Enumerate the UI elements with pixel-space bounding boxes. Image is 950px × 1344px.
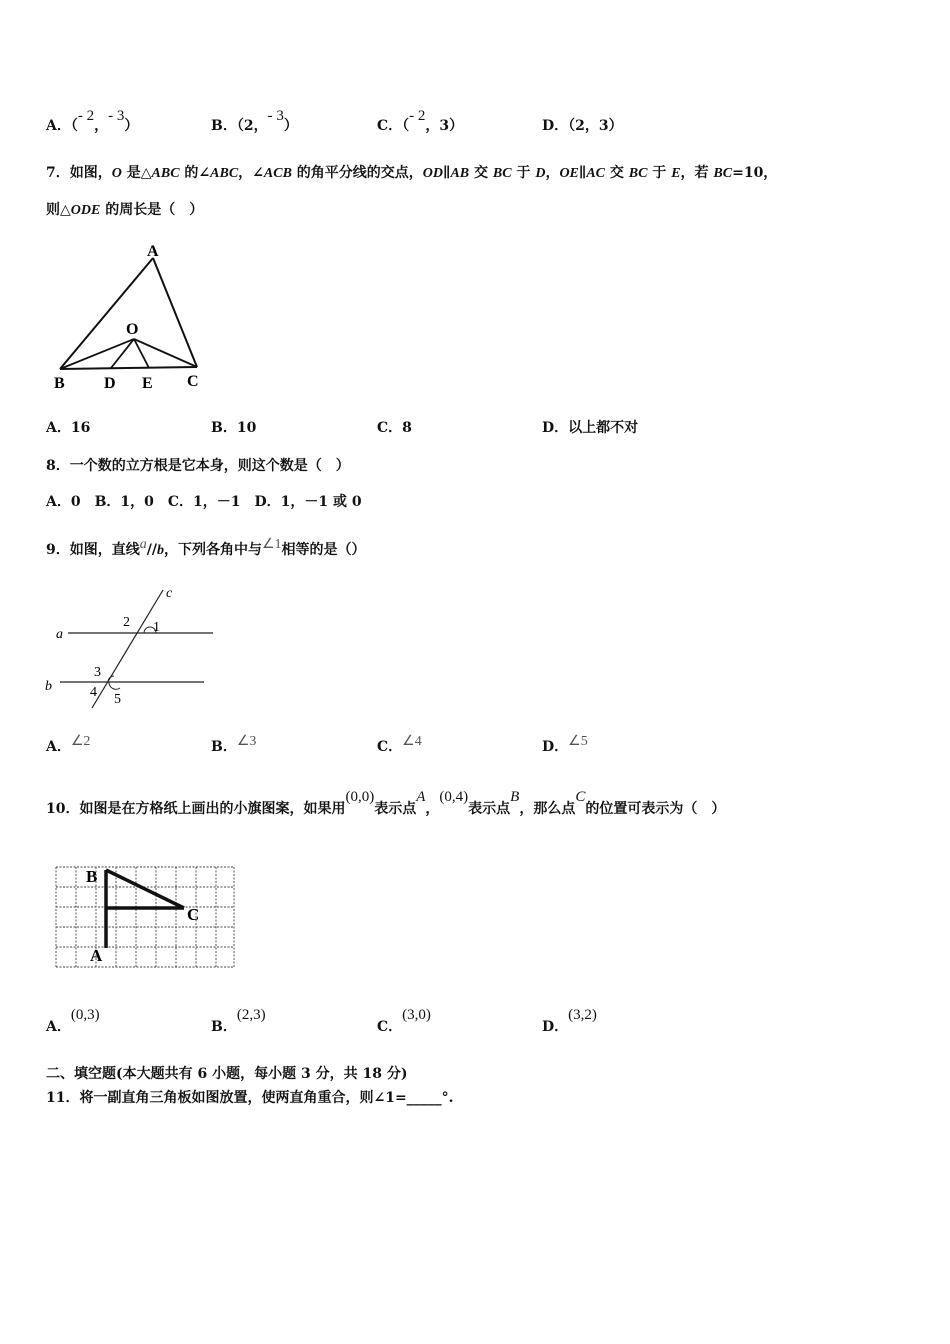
q7-option-d: D．以上都不对 <box>542 420 639 436</box>
label-angle-3: 3 <box>94 665 101 680</box>
label-b: B <box>86 867 98 886</box>
grid <box>56 867 234 967</box>
label-o: O <box>126 321 139 338</box>
label-b: B <box>54 375 65 392</box>
label-angle-5: 5 <box>114 692 121 707</box>
q7-stem-line1: 7．如图，O 是△ABC 的∠ABC，∠ACB 的角平分线的交点，OD∥AB 交 BC 于 D，OE∥AC 交 BC 于 E，若 BC=10， <box>46 165 778 181</box>
q8-options: A．0 B．1，0 C．1，－1 D．1，－1 或 0 <box>46 494 362 510</box>
q10-option-d: D．(3,2) <box>542 1007 597 1035</box>
label-b-line: b <box>45 679 52 694</box>
q8-stem: 8．一个数的立方根是它本身，则这个数是（ ） <box>46 458 350 474</box>
q10-stem: 10．如图是在方格纸上画出的小旗图案，如果用(0,0)表示点A，(0,4)表示点B，那么点C的位置可表示为（ ） <box>46 789 726 817</box>
q9-parallel-lines-figure <box>40 582 220 712</box>
side-ab <box>60 258 153 369</box>
label-d: D <box>104 375 116 392</box>
q6-option-b: B．（2，- 3） <box>211 108 298 134</box>
label-a: A <box>147 243 159 260</box>
angle-arc-lower <box>109 682 120 689</box>
q10-option-a: A．(0,3) <box>46 1007 100 1035</box>
q9-option-d: D．∠5 <box>542 734 588 755</box>
label-c-line: c <box>166 586 173 601</box>
side-bc <box>60 367 197 369</box>
q7-option-a: A．16 <box>46 420 91 436</box>
label-a-line: a <box>56 627 63 642</box>
q11-stem: 11．将一副直角三角板如图放置，使两直角重合，则∠1=_____°. <box>46 1090 454 1106</box>
q6-option-d: D．（2，3） <box>542 118 623 134</box>
q6-option-a: A．（- 2，- 3） <box>46 108 139 134</box>
q7-triangle-figure <box>46 240 216 392</box>
q9-option-c: C．∠4 <box>377 734 422 755</box>
section-title: 二、填空题(本大题共有 6 小题，每小题 3 分，共 18 分) <box>46 1066 408 1082</box>
angle-arc-lower2 <box>108 676 114 682</box>
label-c: C <box>187 905 200 924</box>
label-angle-1: 1 <box>153 620 160 635</box>
segment-oe <box>134 339 149 368</box>
label-angle-2: 2 <box>123 615 130 630</box>
q7-option-c: C．8 <box>377 420 412 436</box>
q9-option-a: A．∠2 <box>46 734 91 755</box>
q6-option-c: C．（- 2，3） <box>377 108 464 134</box>
label-e: E <box>142 375 153 392</box>
q9-stem: 9．如图，直线a//b，下列各角中与∠1相等的是（） <box>46 537 366 558</box>
q7-stem-line2: 则△ODE 的周长是（ ） <box>46 202 204 218</box>
line-c <box>92 590 163 708</box>
label-c: C <box>187 373 199 390</box>
q9-option-b: B．∠3 <box>211 734 257 755</box>
q10-flag-grid-figure <box>50 862 240 972</box>
q10-option-c: C．(3,0) <box>377 1007 431 1035</box>
label-a: A <box>90 946 103 965</box>
label-angle-4: 4 <box>90 685 97 700</box>
q10-option-b: B．(2,3) <box>211 1007 266 1035</box>
q7-option-b: B．10 <box>211 420 257 436</box>
flag-top-edge <box>106 870 184 908</box>
